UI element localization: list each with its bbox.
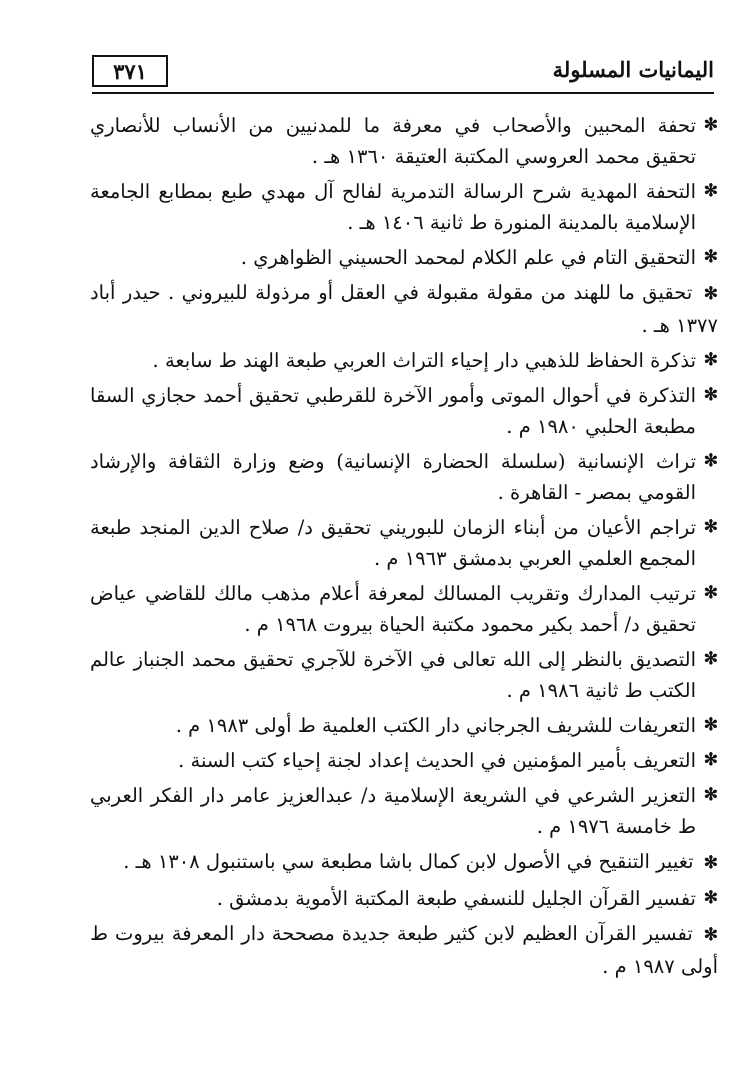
bibliography-entry (90, 918, 718, 982)
bibliography-entry (90, 380, 718, 442)
page-number: ٣٧١ (92, 55, 168, 87)
bibliography-list (90, 110, 718, 986)
page-header (92, 55, 714, 95)
bibliography-entry (90, 883, 718, 914)
entry-text: تذكرة الحفاظ للذهبي دار إحياء التراث العربي طبعة الهند ط سابعة . (152, 349, 696, 372)
bullet-star-icon: ✻ (703, 649, 718, 669)
bullet-star-icon: ✻ (703, 888, 718, 908)
entry-text: تحقيق ما للهند من مقولة مقبولة في العقل أو مرذولة للبيروني . حيدر أباد ١٣٧٧ هـ . (90, 281, 718, 337)
bullet-star-icon: ✻ (703, 350, 718, 370)
bibliography-entry (90, 446, 718, 508)
header-rule (92, 92, 714, 94)
bullet-star-icon: ✻ (703, 181, 718, 201)
bullet-star-icon: ✻ (703, 925, 718, 945)
bibliography-entry (90, 578, 718, 640)
entry-text: التحفة المهدية شرح الرسالة التدمرية لفالح آل مهدي طبع بمطابع الجامعة الإسلامية بالمدينة المنورة ط ثانية ١٤٠٦ هـ . (90, 180, 696, 234)
bullet-star-icon: ✻ (703, 715, 718, 735)
entry-text: التعريف بأمير المؤمنين في الحديث إعداد لجنة إحياء كتب السنة . (178, 749, 696, 772)
bibliography-entry (90, 710, 718, 741)
bullet-star-icon: ✻ (703, 284, 718, 304)
bullet-star-icon: ✻ (703, 517, 718, 537)
bibliography-entry (90, 745, 718, 776)
bibliography-entry (90, 644, 718, 706)
bibliography-entry (90, 846, 718, 879)
bullet-star-icon: ✻ (703, 785, 718, 805)
bibliography-entry (90, 512, 718, 574)
bibliography-entry (90, 242, 718, 273)
running-title: اليمانيات المسلولة (552, 57, 714, 82)
entry-text: التذكرة في أحوال الموتى وأمور الآخرة للقرطبي تحقيق أحمد حجازي السقا مطبعة الحلبي ١٩٨٠ م . (90, 384, 696, 438)
bullet-star-icon: ✻ (703, 853, 718, 873)
bullet-star-icon: ✻ (703, 115, 718, 135)
bibliography-entry (90, 176, 718, 238)
entry-text: تراجم الأعيان من أبناء الزمان للبوريني تحقيق د/ صلاح الدين المنجد طبعة المجمع العلمي العربي بدمشق ١٩٦٣ م . (90, 516, 696, 570)
entry-text: التعزير الشرعي في الشريعة الإسلامية د/ عبدالعزيز عامر دار الفكر العربي ط خامسة ١٩٧٦ م . (90, 784, 696, 838)
entry-text: تفسير القرآن الجليل للنسفي طبعة المكتبة الأموية بدمشق . (216, 887, 696, 910)
bullet-star-icon: ✻ (703, 750, 718, 770)
bullet-star-icon: ✻ (703, 385, 718, 405)
entry-text: التصديق بالنظر إلى الله تعالى في الآخرة للآجري تحقيق محمد الجنباز عالم الكتب ط ثانية ١٩٨٦ م . (90, 648, 696, 702)
bibliography-entry (90, 345, 718, 376)
bullet-star-icon: ✻ (703, 583, 718, 603)
bibliography-entry (90, 110, 718, 172)
bullet-star-icon: ✻ (703, 247, 718, 267)
bullet-star-icon: ✻ (703, 451, 718, 471)
entry-text: تراث الإنسانية (سلسلة الحضارة الإنسانية) وضع وزارة الثقافة والإرشاد القومي بمصر - القاهرة . (90, 450, 696, 504)
entry-text: تغيير التنقيح في الأصول لابن كمال باشا مطبعة سي باستنبول ١٣٠٨ هـ . (123, 850, 694, 873)
entry-text: التعريفات للشريف الجرجاني دار الكتب العلمية ط أولى ١٩٨٣ م . (175, 714, 696, 737)
entry-text: تحفة المحبين والأصحاب في معرفة ما للمدنيين من الأنساب للأنصاري تحقيق محمد العروسي المكتبة العتيقة ١٣٦٠ هـ . (90, 114, 696, 168)
bibliography-entry (90, 780, 718, 842)
entry-text: ترتيب المدارك وتقريب المسالك لمعرفة أعلام مذهب مالك للقاضي عياض تحقيق د/ أحمد بكير محمود مكتبة الحياة بيروت ١٩٦٨ م . (90, 582, 696, 636)
entry-text: التحقيق التام في علم الكلام لمحمد الحسيني الظواهري . (240, 246, 696, 269)
entry-text: تفسير القرآن العظيم لابن كثير طبعة جديدة مصححة دار المعرفة بيروت ط أولى ١٩٨٧ م . (90, 922, 718, 978)
bibliography-entry (90, 277, 718, 341)
